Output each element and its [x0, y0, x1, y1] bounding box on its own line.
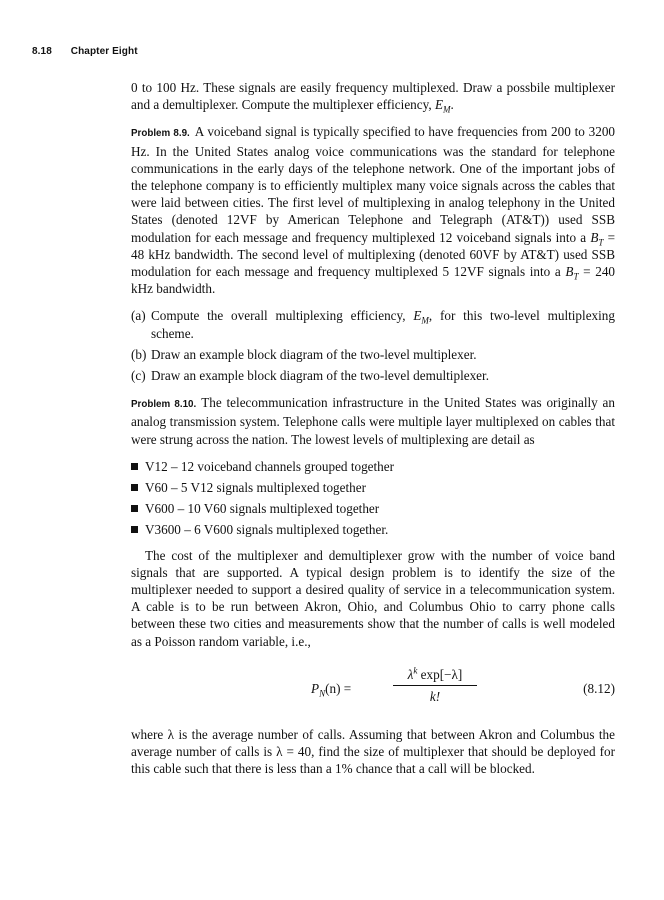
- problem-text: A voiceband signal is typically specified to have frequencies from 200 to 3200 Hz. In the United States analog voice communications was the standard for telephone communications in the early days of the telephone network. One of the important jobs of the telephone company is to efficiently multiplex many voice signals across the cables that were laid between cities. The first level of multiplexing in analog telephony in the United States (denoted 12VF by American Telephone and Telegraph (AT&T)) used SSB modulation for each message and frequency multiplexed 12 voiceband signals into a: [131, 124, 616, 245]
- intro-text: 0 to 100 Hz. These signals are easily frequency multiplexed. Draw a possbile multiplexer and a demultiplexer. Compute the multiplexer efficiency,: [131, 80, 615, 113]
- problem-text: = 48 kHz bandwidth. The second level of multiplexing (denoted 60VF by AT&T) used SSB modulation for each message and frequency multiplexed 5 12VF signals into a: [131, 229, 616, 280]
- part-label: (c): [131, 368, 146, 384]
- page-number: 8.18: [32, 46, 52, 57]
- list-item: (b) Draw an example block diagram of the two-level multiplexer.: [131, 346, 477, 362]
- problem-text: = 240 kHz bandwidth.: [131, 264, 616, 297]
- problem-label: Problem 8.10.: [131, 399, 197, 411]
- fraction-denominator: k!: [429, 689, 441, 705]
- equation-8-12: [131, 664, 615, 714]
- closing-paragraph: where λ is the average number of calls. Assuming that between Akron and Columbus the average number of calls is λ = 40, find the size of multiplexer that should be deployed for this cable such that there is less than a 1% chance that a call will be blocked.: [131, 726, 615, 777]
- intro-paragraph: 0 to 100 Hz. These signals are easily frequency multiplexed. Draw a possbile multiplexer and a demultiplexer. Compute the multiplexer efficiency, $E_M$.: [131, 80, 615, 115]
- list-item: V600 – 10 V60 signals multiplexed together: [131, 500, 615, 517]
- problem-text: The telecommunication infrastructure in the United States was originally an analog transmission system. Telephone calls were multiple layer multiplexed on cables that were strung across the nation. The lowest levels of multiplexing are detail as: [131, 395, 615, 447]
- multiplexing-levels-list: [131, 458, 615, 539]
- problem-8-10: [131, 394, 615, 448]
- part-label: (a): [131, 308, 146, 324]
- bandwidth-symbol: $B_T$: [565, 264, 579, 282]
- list-item: (a) Compute the overall multiplexing efficiency, $E_M$, for this two-level multiplexing scheme.: [131, 308, 615, 341]
- part-label: (b): [131, 346, 147, 362]
- list-item: (c) Draw an example block diagram of the two-level demultiplexer.: [131, 368, 489, 384]
- problem-8-9-parts: [131, 307, 615, 384]
- running-header: [32, 46, 138, 57]
- efficiency-symbol: $E_M$: [413, 308, 429, 327]
- list-item: V3600 – 6 V600 signals multiplexed together.: [131, 521, 615, 538]
- chapter-title: Chapter Eight: [70, 46, 138, 57]
- equation-fraction: [393, 666, 477, 705]
- fraction-numerator: $\lambda^k$ exp[−λ]: [407, 665, 463, 682]
- bandwidth-symbol: $B_T$: [590, 229, 604, 248]
- body-paragraph: The cost of the multiplexer and demultiplexer grow with the number of voice band signals that are supported. A typical design problem is to identify the size of the multiplexer needed to support a desired quality of service in a telecommunication system. A cable is to be run between Akron, Ohio, and Columbus Ohio to carry phone calls between these two cities and measurements show that the number of calls is well modeled as a Poisson random variable, i.e.,: [131, 547, 615, 649]
- problem-label: Problem 8.9.: [131, 128, 190, 140]
- page-body: [131, 79, 615, 778]
- problem-8-9: [131, 123, 615, 297]
- efficiency-symbol: $E_M$: [434, 97, 451, 115]
- list-item: V12 – 12 voiceband channels grouped together: [131, 458, 615, 475]
- equation-lhs: $P_N(n)$ =: [311, 680, 352, 699]
- equation-number: (8.12): [583, 680, 615, 696]
- list-item: V60 – 5 V12 signals multiplexed together: [131, 479, 615, 496]
